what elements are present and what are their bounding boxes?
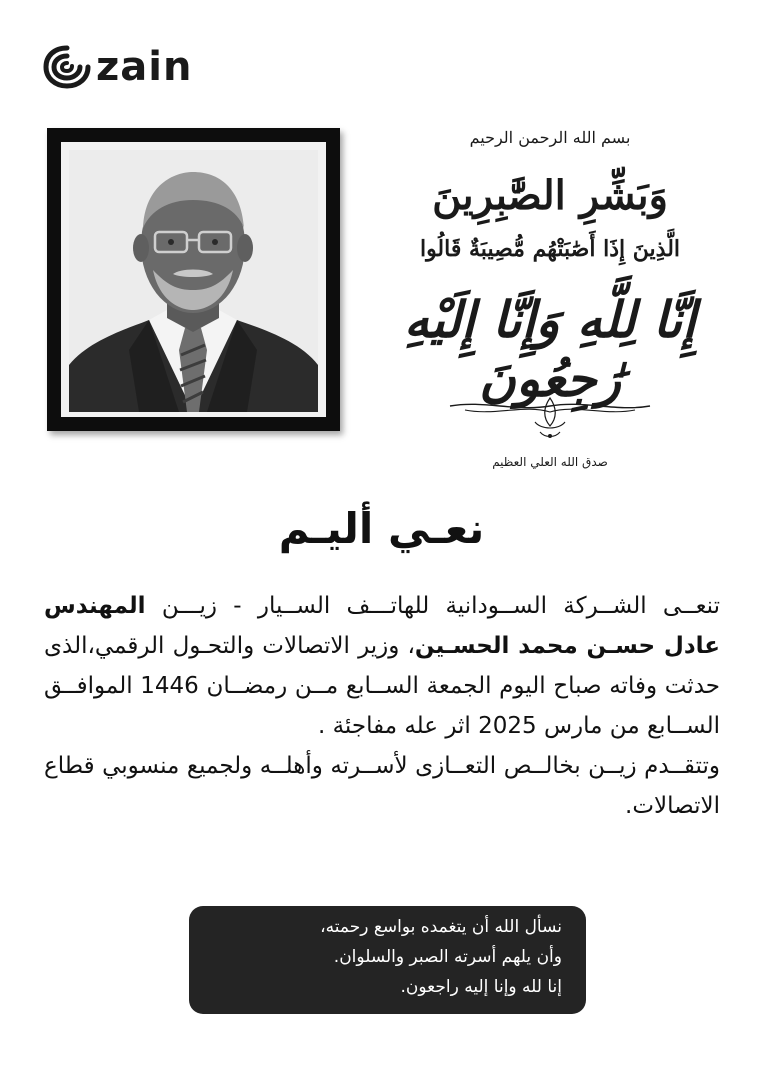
prayer-box [189,906,586,1014]
brand-name: zain [96,44,193,90]
portrait-frame [47,128,340,431]
ornament-divider [445,392,655,442]
deceased-name: المهندس عادل حسـن محمد الحسـين [44,593,720,659]
announcement-paragraph-2: وتتقــدم زيــن بخالــص التعــازى لأســرته وأهلــه ولجميع منسوبي قطاع الاتصالات. [44,753,720,819]
zain-swirl-icon [42,44,92,90]
portrait-photo [69,150,318,412]
verse-line-2: الَّذِينَ إِذَا أَصَٰبَتْهُم مُّصِيبَةٌ قَالُوا [419,236,681,262]
announcement-body [44,586,720,826]
verse-line-3: إِنَّا لِلَّهِ وَإِنَّا إِلَيْهِ رَٰجِعُونَ [403,290,697,408]
verse-closing: صدق الله العلي العظيم [492,455,608,469]
verse-line-1: وَبَشِّرِ الصَّٰبِرِينَ [432,172,668,219]
basmala: بسم الله الرحمن الرحيم [469,128,631,147]
announcement-details: ، وزير الاتصالات والتحـول الرقمي،الذى حدثت وفاته صباح اليوم الجمعة الســابع مــن رمضــان 1446 الموافــق الســابع من مارس 2025 اثر عله مفاجئة . [44,633,720,739]
announcement-paragraph-1 [44,586,720,746]
headline: نعـي أليـم [278,504,485,553]
prayer-line-3: إنا لله وإنا إليه راجعون. [400,977,562,997]
zain-logo [42,44,192,90]
prayer-line-1: نسأل الله أن يتغمده بواسع رحمته، [320,917,562,937]
announcement-intro: تنعــى الشــركة الســودانية للهاتـــف الســيار - زيـــن [161,593,721,619]
prayer-line-2: وأن يلهم أسرته الصبر والسلوان. [333,947,562,967]
